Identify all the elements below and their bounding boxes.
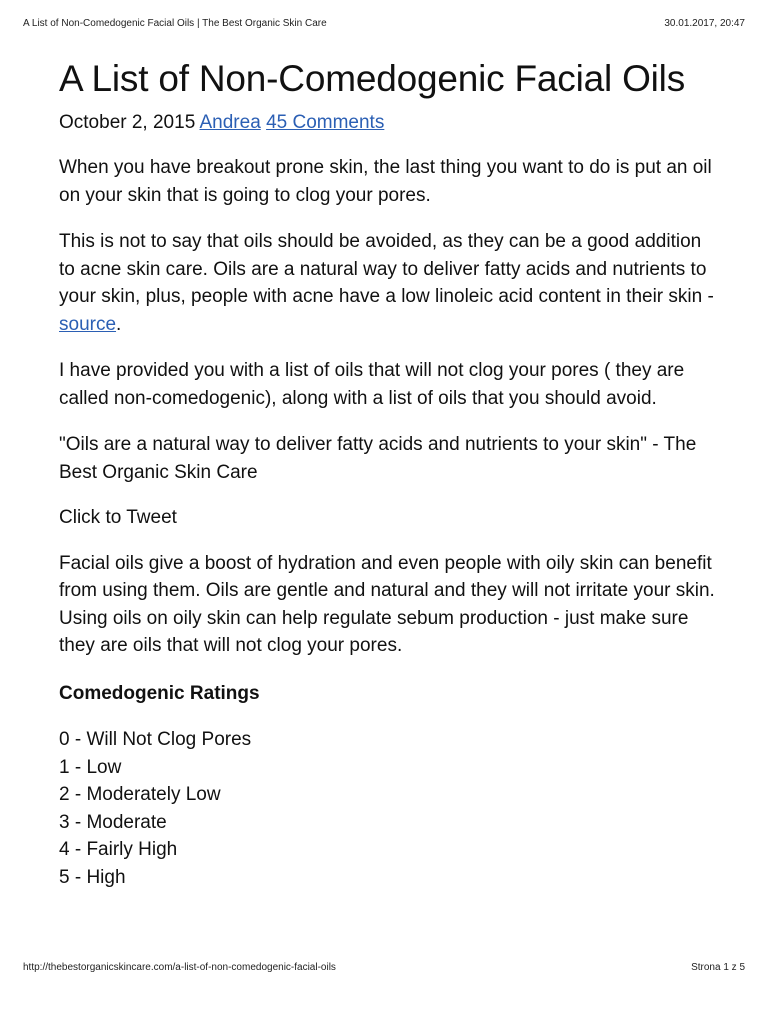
rating-item: 2 - Moderately Low [59, 784, 221, 805]
print-header [23, 18, 745, 29]
article [59, 58, 719, 891]
rating-item: 4 - Fairly High [59, 839, 178, 860]
paragraph-benefits: Facial oils give a boost of hydration and even people with oily skin can benefit from using them. Oils are gentle and natural and they will not irritate your skin. Using oils on oily skin can help regulate sebum production - just make sure they are oils that will not clog your pores. [59, 552, 715, 656]
print-footer [23, 962, 745, 973]
rating-item: 0 - Will Not Clog Pores [59, 729, 252, 750]
paragraph-oils [59, 228, 719, 338]
tweet-quote: "Oils are a natural way to deliver fatty acids and nutrients to your skin" - The Best Organic Skin Care [59, 434, 697, 483]
print-page-info: Strona 1 z 5 [691, 962, 745, 973]
article-title: A List of Non-Comedogenic Facial Oils [59, 58, 685, 99]
rating-item: 1 - Low [59, 756, 122, 778]
rating-item: 3 - Moderate [59, 811, 167, 833]
paragraph-intro: When you have breakout prone skin, the last thing you want to do is put an oil on your skin that is going to clog your pores. [59, 157, 712, 206]
paragraph-list-intro: I have provided you with a list of oils that will not clog your pores ( they are called non-comedogenic), along with a list of oils that you should avoid. [59, 360, 685, 409]
rating-item: 5 - High [59, 866, 126, 888]
article-meta [59, 111, 719, 135]
ratings-heading: Comedogenic Ratings [59, 682, 260, 704]
print-datetime: 30.01.2017, 20:47 [664, 18, 745, 29]
author-link[interactable]: Andrea [199, 112, 261, 133]
paragraph-oils-text: This is not to say that oils should be avoided, as they can be a good addition to acne skin care. Oils are a natural way to deliver fatty acids and nutrients to your skin, plus, people with acne have a low linoleic acid content in their skin - [59, 231, 714, 307]
source-link[interactable]: source [59, 313, 117, 335]
article-date: October 2, 2015 [59, 112, 196, 133]
ratings-list [59, 726, 719, 891]
print-page-title: A List of Non-Comedogenic Facial Oils | The Best Organic Skin Care [23, 18, 327, 29]
print-url: http://thebestorganicskincare.com/a-list-of-non-comedogenic-facial-oils [23, 962, 336, 973]
comments-link[interactable]: 45 Comments [266, 112, 385, 133]
paragraph-oils-end: . [116, 313, 122, 335]
click-to-tweet[interactable]: Click to Tweet [59, 507, 177, 528]
